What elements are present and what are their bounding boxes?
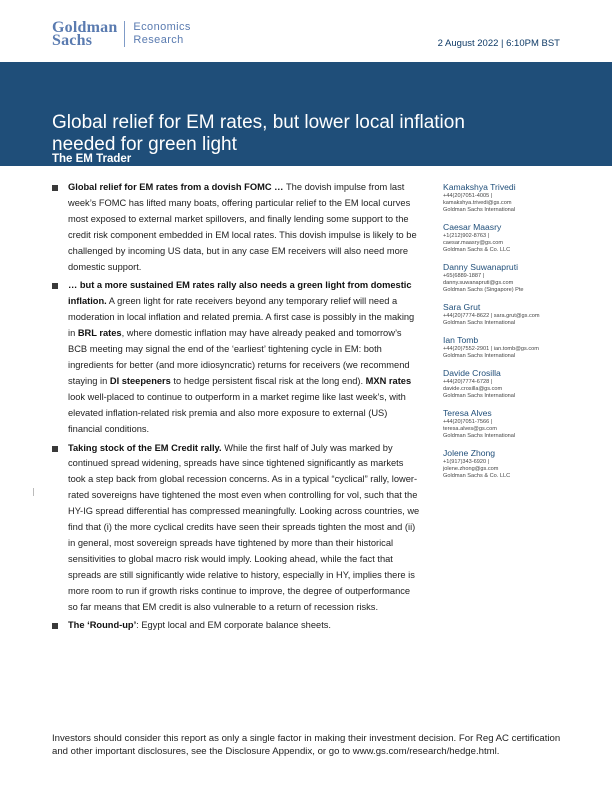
author-contact: +1(212)902-8763 | bbox=[443, 233, 490, 239]
author-contact: caesar.maasry@gs.com bbox=[443, 240, 504, 246]
author-contact: Goldman Sachs (Singapore) Pte bbox=[443, 287, 524, 293]
logo-line-1: Goldman bbox=[52, 19, 118, 36]
margin-mark bbox=[33, 488, 34, 496]
author-contact: kamakshya.trivedi@gs.com bbox=[443, 200, 512, 206]
series-name: The EM Trader bbox=[52, 153, 132, 165]
author-entry bbox=[443, 368, 573, 400]
author-name[interactable]: Danny Suwanapruti bbox=[443, 262, 519, 272]
author-contact: Goldman Sachs International bbox=[443, 353, 516, 359]
division-line-1: Economics bbox=[133, 21, 191, 33]
logo-divider bbox=[124, 21, 125, 47]
author-entry bbox=[443, 335, 573, 360]
logo-line-2: Sachs bbox=[52, 32, 93, 49]
author-entry bbox=[443, 182, 573, 214]
author-name[interactable]: Teresa Alves bbox=[443, 408, 492, 418]
summary-bullet bbox=[52, 618, 422, 634]
disclaimer: Investors should consider this report as only a single factor in making their investment decision. For Reg AC certification and other important disclosures, see the Disclosure Appendix, or go to www.gs.com/research/hedge.html. bbox=[52, 733, 561, 757]
bullet-text: The dovish impulse from last week’s FOMC has lifted many boats, offering particular relief to the EM local curves most exposed to external market spillovers, and finally lending some support to the credit risk component embedded in EM local rates. This dovish impulse is likely to be challenged by incoming US data, but in any case EM receivers will also need more domestic support. bbox=[68, 182, 417, 272]
bullet-square-icon bbox=[52, 185, 58, 191]
author-contact: +44(20)7774-8622 | sara.grut@gs.com bbox=[443, 313, 540, 319]
bullet-square-icon bbox=[52, 623, 58, 629]
author-entry bbox=[443, 302, 573, 327]
author-contact: davide.crosilla@gs.com bbox=[443, 386, 503, 392]
division-name bbox=[133, 21, 190, 46]
author-contact: +1(917)343-6920 | bbox=[443, 459, 490, 465]
author-contact: Goldman Sachs International bbox=[443, 320, 516, 326]
goldman-sachs-logo bbox=[52, 21, 191, 47]
author-entry bbox=[443, 448, 573, 480]
division-line-2: Research bbox=[133, 33, 184, 46]
author-entry bbox=[443, 262, 573, 294]
author-contact: +44(20)7774-6728 | bbox=[443, 379, 493, 385]
logo-wordmark bbox=[52, 21, 117, 47]
bullet-square-icon bbox=[52, 283, 58, 289]
bullet-text: A green light for rate receivers beyond any temporary relief will need a moderation in local inflation and related premia. A first case is possibly in the making in bbox=[68, 296, 415, 339]
author-contact: Goldman Sachs International bbox=[443, 433, 516, 439]
bullet-bold-text: Global relief for EM rates from a dovish FOMC … bbox=[68, 182, 286, 192]
author-name[interactable]: Jolene Zhong bbox=[443, 448, 496, 458]
bullet-square-icon bbox=[52, 446, 58, 452]
bullet-text: look well-placed to continue to outperform in a market regime like last week’s, with elevated inflation-related risk premia and also more exposure to external (US) financial conditions. bbox=[68, 391, 406, 434]
author-contact: jolene.zhong@gs.com bbox=[443, 466, 499, 472]
author-name[interactable]: Kamakshya Trivedi bbox=[443, 182, 516, 192]
bullet-bold-text: … but a more sustained EM rates rally also needs a green light from domestic inflation. bbox=[68, 280, 412, 307]
author-contact: Goldman Sachs & Co. LLC bbox=[443, 473, 511, 479]
page-header bbox=[0, 0, 612, 62]
author-name[interactable]: Davide Crosilla bbox=[443, 368, 501, 378]
bullet-bold-text: DI steepeners bbox=[109, 375, 171, 386]
bullet-text: , where domestic inflation may have already peaked and tomorrow’s BCB meeting may signal the end of the ‘earliest’ tightening cycle in EM: both ingredients for better (and more idiosyncratic) returns for receivers (we recommend staying in bbox=[68, 328, 410, 386]
author-contact: teresa.alves@gs.com bbox=[443, 426, 497, 432]
title-banner bbox=[0, 62, 612, 166]
bullet-bold-text: Taking stock of the EM Credit rally. bbox=[68, 442, 222, 453]
bullet-bold-text: BRL rates bbox=[77, 328, 122, 339]
author-name[interactable]: Caesar Maasry bbox=[443, 222, 502, 232]
summary-bullet bbox=[52, 180, 422, 275]
author-contact: danny.suwanapruti@gs.com bbox=[443, 280, 514, 286]
summary-bullet bbox=[52, 441, 422, 616]
bullet-text: to hedge persistent fiscal risk at the long end). bbox=[170, 375, 366, 386]
bullet-text: : Egypt local and EM corporate balance sheets. bbox=[136, 620, 332, 631]
publication-date: 2 August 2022 | 6:10PM BST bbox=[437, 38, 560, 49]
bullet-bold-text: The ‘Round-up’ bbox=[68, 620, 137, 631]
bullet-bold-text: MXN rates bbox=[365, 375, 412, 386]
author-entry bbox=[443, 222, 573, 254]
author-contact: +65(6889-1887 | bbox=[443, 273, 485, 279]
author-contact: +44(20)7552-2901 | ian.tomb@gs.com bbox=[443, 346, 539, 352]
report-title: Global relief for EM rates, but lower local inflation needed for green light bbox=[52, 112, 465, 155]
author-entry bbox=[443, 408, 573, 440]
author-contact: Goldman Sachs & Co. LLC bbox=[443, 247, 511, 253]
author-contact: Goldman Sachs International bbox=[443, 207, 516, 213]
author-name[interactable]: Sara Grut bbox=[443, 302, 481, 312]
author-contact: +44(20)7051-4005 | bbox=[443, 193, 493, 199]
author-name[interactable]: Ian Tomb bbox=[443, 335, 479, 345]
summary-bullet bbox=[52, 278, 422, 437]
summary-bullets bbox=[52, 180, 422, 637]
bullet-text: While the first half of July was marked by continued spread widening, spreads have since tightened significantly as markets took a step back from global recession concerns. As in a typical “cyclical” rally, lower-rated sovereigns have tightened the most even when controlling for vol, such that the HY-IG spread differential has compressed meaningfully. Looking across countries, we find that (i) the more cyclical credits have seen their spreads tighten the most and (ii) in general, most sovereign spreads have tightened by more than their historical sensitivities to global macro risk would imply. Looking ahead, while the fact that spreads are still significantly wide relative to history, especially in HY, implies there is more room to run if growth risks continue to improve, the degree of outperformance so far means that EM credit is also vulnerable to a return of recession risks. bbox=[68, 442, 420, 612]
author-contact: +44(20)7051-7566 | bbox=[443, 419, 493, 425]
authors-sidebar bbox=[443, 182, 573, 488]
author-contact: Goldman Sachs International bbox=[443, 393, 516, 399]
